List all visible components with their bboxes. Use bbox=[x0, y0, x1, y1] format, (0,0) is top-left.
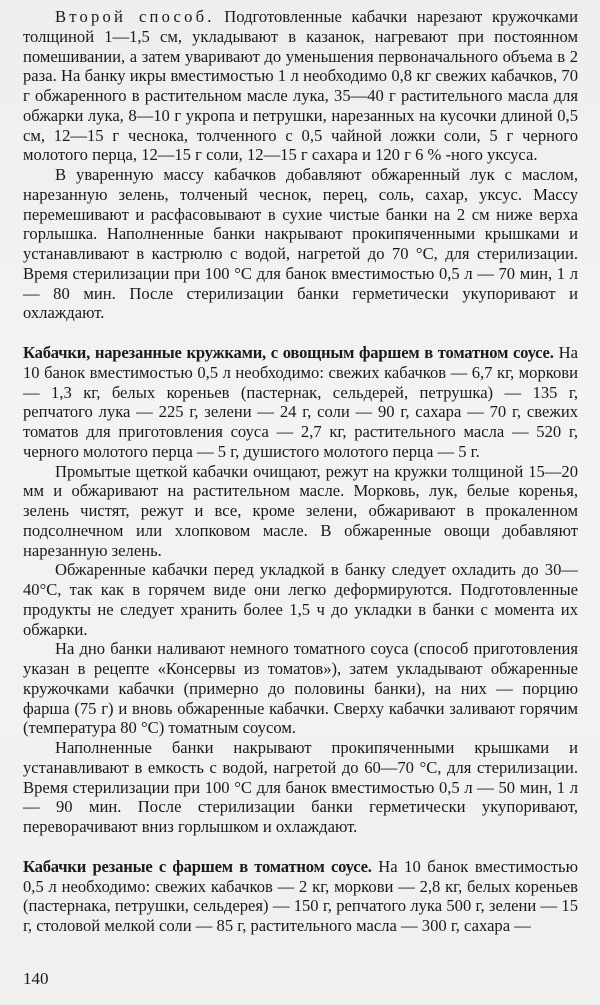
paragraph-text: На 10 банок вместимостью 0,5 л необходимо: свежих кабачков — 6,7 кг, моркови — 1,3 кг, белых кореньев (пастернак, сельдерей, петрушка) — 135 г, репчатого лука — 225 г, зелени — 24 г, соли — 90 г, сахара — 70 г, свежих томатов для приготовления соуса — 2,7 кг, растительного масла — 520 г, черного молотого перца — 5 г, душистого молотого перца — 5 г. bbox=[23, 343, 578, 461]
section-zucchini-cut-stuffing bbox=[23, 857, 578, 936]
book-page bbox=[23, 7, 578, 936]
paragraph bbox=[23, 343, 578, 462]
recipe-title: Кабачки резаные с фаршем в томатном соусе. bbox=[23, 856, 372, 876]
paragraph bbox=[23, 7, 578, 165]
paragraph: На дно банки наливают немного томатного соуса (способ приготовления указан в рецепте «Консервы из томатов»), затем укладывают обжаренные кружочками кабачки (примерно до половины банки), на них — порцию фарша (75 г) и вновь обжаренные кабачки. Сверху кабачки заливают горячим (температура 80 °С) томатным соусом. bbox=[23, 639, 578, 738]
paragraph: Наполненные банки накрывают прокипяченными крышками и устанавливают в емкость с водой, нагретой до 60—70 °С, для стерилизации. Время стерилизации при 100 °С для банок вместимостью 0,5 л — 50 мин, 1 л — 90 мин. После стерилизации банки герметически укупоривают, переворачивают вниз горлышком и охлаждают. bbox=[23, 738, 578, 836]
paragraph-text: Подготовленные кабачки нарезают кружочками толщиной 1—1,5 см, укладывают в казанок, нагревают при постоянном помешивании, а затем уваривают до уменьшения первоначального объема в 2 раза. На банку икры вместимостью 1 л необходимо 0,8 кг свежих кабачков, 70 г обжаренного в растительном масле лука, 35—40 г растительного масла для обжарки лука, 8—10 г укропа и петрушки, нарезанных на кусочки длиной 0,5 см, 12—15 г чеснока, толченного с 0,5 чайной ложки соли, 5 г черного молотого перца, 12—15 г соли, 12—15 г сахара и 120 г 6 % -ного уксуса. bbox=[23, 7, 579, 165]
method-lead: Второй способ. bbox=[55, 7, 215, 26]
page-number: 140 bbox=[23, 969, 49, 988]
paragraph: В уваренную массу кабачков добавляют обжаренный лук с маслом, нарезанную зелень, толченый чеснок, перец, соль, сахар, уксус. Массу перемешивают и расфасовывают в сухие чистые банки на 2 см ниже верха горлышка. Наполненные банки накрывают прокипяченными крышками и устанавливают в кастрюлю с водой, нагретой до 70 °С, для стерилизации. Время стерилизации при 100 °С для банок вместимостью 0,5 л — 70 мин, 1 л — 80 мин. После стерилизации банки герметически укупоривают и охлаждают. bbox=[23, 165, 578, 323]
section-zucchini-rings-vegetable-stuffing bbox=[23, 343, 578, 837]
paragraph: Промытые щеткой кабачки очищают, режут на кружки толщиной 15—20 мм и обжаривают на растительном масле. Морковь, лук, белые коренья, зелень чистят, режут и все, кроме зелени, обжаривают в прокаленном подсолнечном или хлопковом масле. В обжаренные овощи добавляют нарезанную зелень. bbox=[23, 461, 578, 560]
paragraph-text: На 10 банок вместимостью 0,5 л необходимо: свежих кабачков — 2 кг, моркови — 2,8 кг, белых кореньев (пастернака, петрушки, сельдерея) — 150 г, репчатого лука 500 г, зелени — 15 г, столовой мелкой соли — 85 г, растительного масла — 300 г, сахара — bbox=[23, 856, 579, 935]
recipe-title: Кабачки, нарезанные кружками, с овощным фаршем в томатном соусе. bbox=[23, 343, 554, 362]
paragraph: Обжаренные кабачки перед укладкой в банку следует охладить до 30—40°С, так как в горячем виде они легко деформируются. Подготовленные продукты не следует хранить более 1,5 ч до укладки в банки с момента их обжарки. bbox=[23, 560, 578, 639]
paragraph bbox=[23, 857, 578, 936]
section-second-method bbox=[23, 7, 578, 323]
